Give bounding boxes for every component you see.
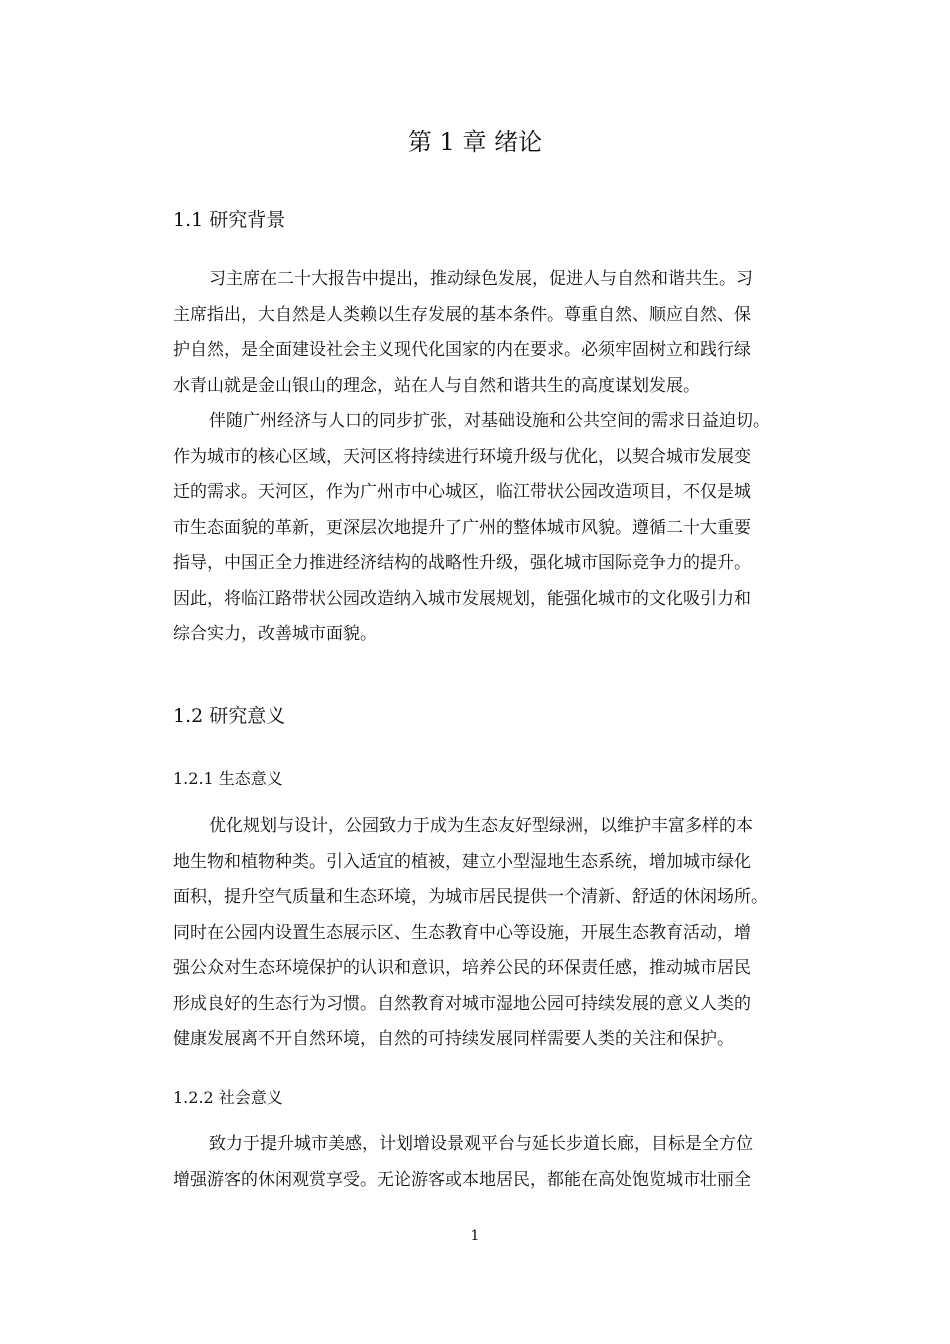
text-line: 形成良好的生态行为习惯。自然教育对城市湿地公园可持续发展的意义人类的	[173, 993, 751, 1014]
text-line: 主席指出，大自然是人类赖以生存发展的基本条件。尊重自然、顺应自然、保	[173, 304, 751, 325]
text-line: 面积，提升空气质量和生态环境，为城市居民提供一个清新、舒适的休闲场所。	[173, 887, 768, 907]
text-line: 水青山就是金山银山的理念，站在人与自然和谐共生的高度谋划发展。	[173, 375, 700, 396]
paragraph-1-2-1	[173, 809, 863, 1058]
text-line: 致力于提升城市美感，计划增设景观平台与延长步道长廊，目标是全方位	[209, 1134, 753, 1154]
paragraph-1-1-b	[173, 404, 863, 653]
text-line: 健康发展离不开自然环境，自然的可持续发展同样需要人类的关注和保护。	[173, 1029, 734, 1049]
text-line: 同时在公园内设置生态展示区、生态教育中心等设施，开展生态教育活动，增	[173, 922, 751, 943]
text-line: 作为城市的核心区域，天河区将持续进行环境升级与优化，以契合城市发展变	[173, 446, 751, 467]
page-number: 1	[470, 1228, 480, 1244]
text-line: 习主席在二十大报告中提出，推动绿色发展，促进人与自然和谐共生。习	[209, 269, 753, 289]
text-line: 综合实力，改善城市面貌。	[173, 624, 377, 644]
text-line: 优化规划与设计，公园致力于成为生态友好型绿洲，以维护丰富多样的本	[209, 816, 753, 836]
paragraph-1-1-a	[173, 262, 863, 404]
section-heading-1-1: 1.1 研究背景	[173, 209, 286, 231]
chapter-title: 第 1 章 绪论	[407, 128, 543, 156]
text-line: 因此，将临江路带状公园改造纳入城市发展规划，能强化城市的文化吸引力和	[173, 588, 751, 609]
section-heading-1-2: 1.2 研究意义	[173, 705, 286, 727]
text-line: 强公众对生态环境保护的认识和意识，培养公民的环保责任感，推动城市居民	[173, 958, 751, 978]
text-line: 市生态面貌的革新，更深层次地提升了广州的整体城市风貌。遵循二十大重要	[173, 517, 751, 538]
text-line: 地生物和植物种类。引入适宜的植被，建立小型湿地生态系统，增加城市绿化	[173, 851, 751, 872]
text-line: 增强游客的休闲观赏享受。无论游客或本地居民，都能在高处饱览城市壮丽全	[173, 1169, 751, 1190]
text-line: 伴随广州经济与人口的同步扩张，对基础设施和公共空间的需求日益迫切。	[209, 411, 770, 431]
section-heading-1-2-2: 1.2.2 社会意义	[173, 1088, 283, 1107]
text-line: 迁的需求。天河区，作为广州市中心城区，临江带状公园改造项目，不仅是城	[173, 482, 751, 502]
paragraph-1-2-2	[173, 1127, 863, 1198]
text-line: 指导，中国正全力推进经济结构的战略性升级，强化城市国际竞争力的提升。	[173, 553, 751, 573]
section-heading-1-2-1: 1.2.1 生态意义	[173, 769, 283, 788]
text-line: 护自然，是全面建设社会主义现代化国家的内在要求。必须牢固树立和践行绿	[173, 340, 751, 360]
